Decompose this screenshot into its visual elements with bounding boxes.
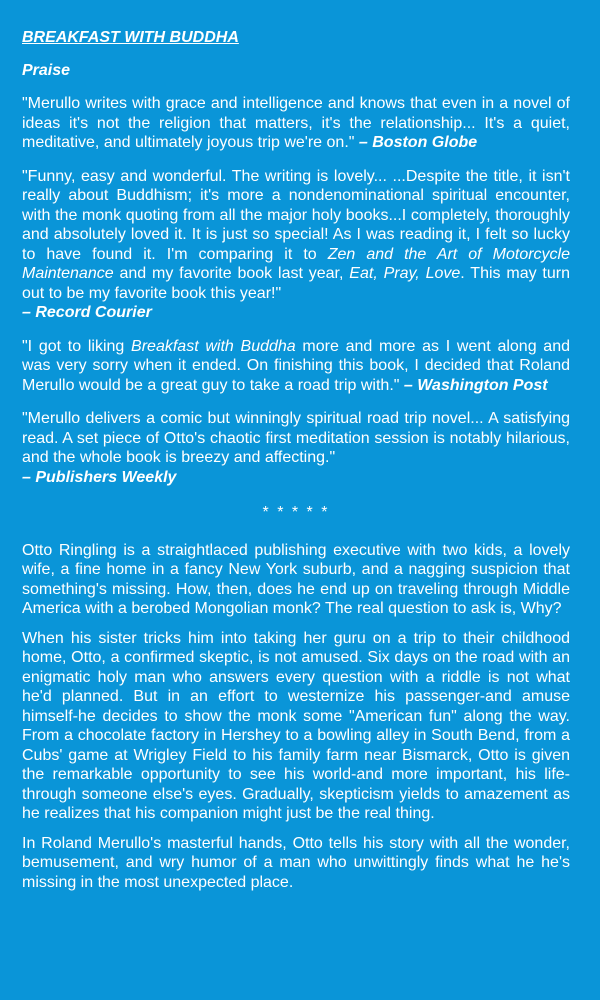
quote-book-title: Eat, Pray, Love [349, 265, 461, 282]
quote-source: – Boston Globe [358, 134, 478, 151]
quote-book-title: Zen and the Art of Motorcycle Maintenance [22, 245, 570, 282]
quote-text: "Funny, easy and wonderful. The writing is lovely... ...Despite the title, it isn't really about Buddhism; it's more a nondenominational spiritual encounter, with the monk quoting from all the major holy books...I completely, thoroughly and absolutely loved it. It is just so special! As I was reading it, I felt so lucky to have found it. I'm comparing it to [22, 167, 570, 263]
quote-record-courier [22, 167, 570, 323]
book-title: BREAKFAST WITH BUDDHA [22, 29, 239, 46]
description-paragraph: In Roland Merullo's masterful hands, Otto tells his story with all the wonder, bemusement, and wry humor of a man who unwittingly finds what he he's missing in the most unexpected place. [22, 834, 570, 891]
quote-text: . This may turn out to be my favorite book this year!" [22, 265, 571, 302]
quote-text: and my favorite book last year, [113, 265, 350, 282]
praise-heading: Praise [22, 62, 71, 79]
quote-source: – Washington Post [403, 376, 548, 394]
quote-text: more and more as I went along and was very sorry when it ended. On finishing this book, I decided that Roland Merullo would be a great guy to take a road trip with." [22, 337, 571, 394]
description-paragraph: When his sister tricks him into taking her guru on a trip to their childhood home, Otto, a confirmed skeptic, is not amused. Six days on the road with an enigmatic holy man who answers every question with a riddle is not what he'd planned. But in an effort to westernize his passenger-and amuse himself-he decides to show the monk some "American fun" along the way. From a chocolate factory in Hershey to a bowling alley in South Bend, from a Cubs' game at Wrigley Field to his family farm near Bismarck, Otto is given the remarkable opportunity to see his world-and more important, his life-through someone else's eyes. Gradually, skepticism yields to amazement as he realizes that his companion might just be the real thing. [22, 629, 570, 822]
quote-text: "I got to liking [22, 337, 132, 355]
quote-washington-post [22, 337, 570, 396]
quote-text: "Merullo delivers a comic but winningly spiritual road trip novel... A satisfying read. A set piece of Otto's chaotic first meditation session is notably hilarious, and the whole book is breezy and affecting." [22, 410, 570, 466]
quote-source: – Publishers Weekly [22, 468, 177, 486]
quote-publishers-weekly [22, 409, 570, 487]
quote-source: – Record Courier [22, 304, 152, 321]
description-paragraph: Otto Ringling is a straightlaced publishing executive with two kids, a lovely wife, a fine home in a fancy New York suburb, and a nagging suspicion that something's missing. How, then, does he end up on traveling through Middle America with a berobed Mongolian monk? The real question to ask is, Why? [22, 541, 570, 617]
section-divider: * * * * * [262, 504, 330, 521]
quote-boston-globe [22, 94, 570, 153]
quote-book-title: Breakfast with Buddha [131, 337, 296, 355]
quote-text: "Merullo writes with grace and intelligence and knows that even in a novel of ideas it's not the religion that matters, it's the relationship... It's a quiet, meditative, and ultimately joyous trip we're on." [22, 95, 570, 151]
